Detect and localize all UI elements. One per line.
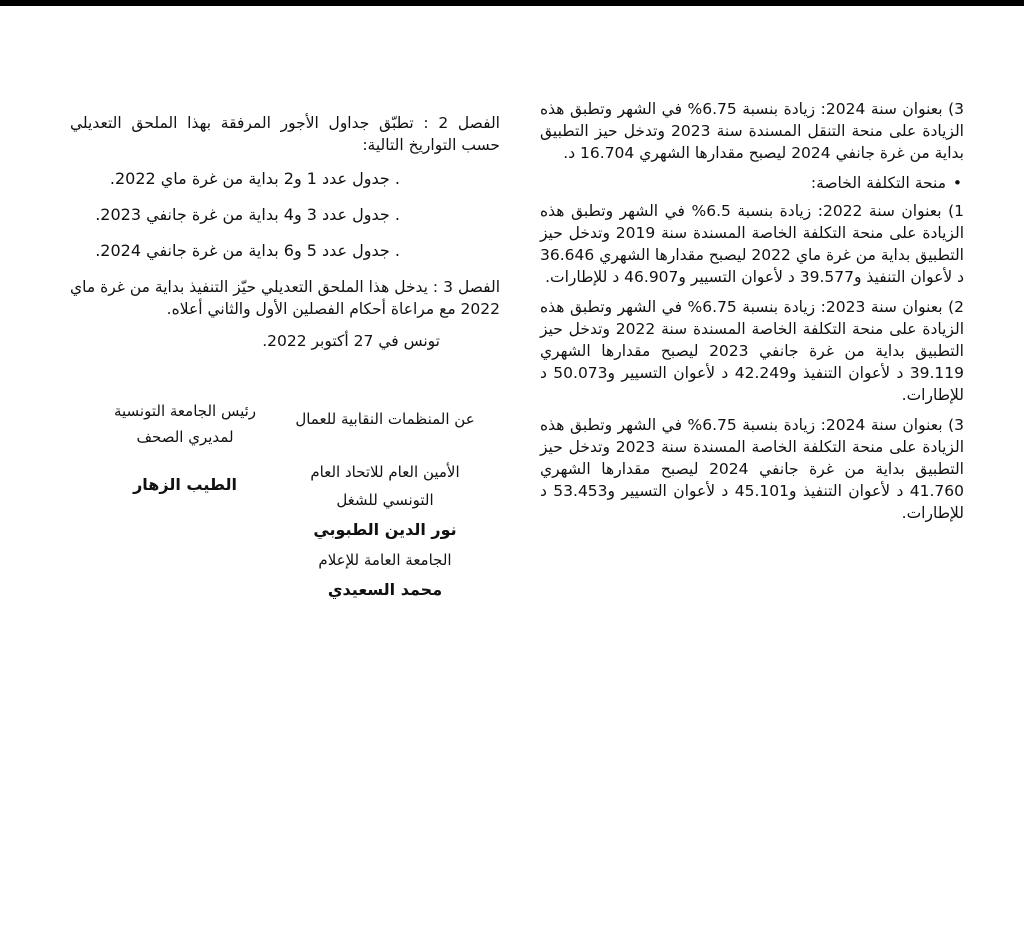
employers-title-1: رئيس الجامعة التونسية [113, 402, 257, 420]
bullet-heading: • منحة التكلفة الخاصة: [540, 172, 964, 194]
ugtt-title-2: التونسي للشغل [336, 491, 434, 509]
top-border [0, 0, 1024, 6]
paragraph-2023: 2) بعنوان سنة 2023: زيادة بنسبة 6.75% في الشهر وتطبق هذه الزيادة على منحة التكلفة الخاصة المسندة سنة 2022 وتدخل حيز التطبيق بداية من غرة جانفي 2023 ليصبح مقدارها الشهري 39.119 د لأعوان التنفيذ و42.249 د لأعوان التسيير و50.073 د للإطارات. [540, 298, 965, 404]
unions-signatures [285, 458, 485, 604]
unions-heading-text: عن المنظمات النقابية للعمال [295, 410, 475, 428]
article-2: الفصل 2 : تطبّق جداول الأجور المرفقة بهذا الملحق التعديلي حسب التواريخ التالية: [70, 114, 500, 154]
press-federation: الجامعة العامة للإعلام [318, 551, 452, 569]
ugtt-title-1: الأمين العام للاتحاد العام [310, 463, 460, 481]
right-column [540, 98, 964, 532]
schedule-item: . جدول عدد 1 و2 بداية من غرة ماي 2022. [109, 169, 400, 188]
ugtt-name: نور الدين الطبوبي [313, 520, 457, 539]
paragraph-2024: 3) بعنوان سنة 2024: زيادة بنسبة 6.75% في الشهر وتطبق هذه الزيادة على منحة التكلفة الخاصة المسندة سنة 2023 وتدخل حيز التطبيق بداية من غرة جانفي 2024 ليصبح مقدارها الشهري 41.760 د لأعوان التنفيذ و45.101 د لأعوان التسيير و53.453 د للإطارات. [540, 416, 965, 522]
employers-signature [100, 398, 270, 498]
article-3: الفصل 3 : يدخل هذا الملحق التعديلي حيّز التنفيذ بداية من غرة ماي 2022 مع مراعاة أحكام الفصلين الأول والثاني أعلاه. [70, 278, 501, 318]
paragraph-2022: 1) بعنوان سنة 2022: زيادة بنسبة 6.5% في الشهر وتطبق هذه الزيادة على منحة التكلفة الخاصة المسندة سنة 2019 وتدخل حيز التطبيق بداية من غرة ماي 2022 ليصبح مقدارها الشهري 36.646 د لأعوان التنفيذ و39.577 د لأعوان التسيير و46.907 د للإطارات. [540, 202, 965, 286]
employers-title-2: لمديري الصحف [136, 428, 234, 446]
date-line: تونس في 27 أكتوبر 2022. [262, 332, 440, 350]
schedule-item: . جدول عدد 3 و4 بداية من غرة جانفي 2023. [95, 205, 400, 224]
schedule-item: . جدول عدد 5 و6 بداية من غرة جانفي 2024. [95, 241, 400, 260]
intro-paragraph: 3) بعنوان سنة 2024: زيادة بنسبة 6.75% في الشهر وتطبق هذه الزيادة على منحة التنقل المسندة سنة 2023 وتدخل حيز التطبيق بداية من غرة جانفي 2024 ليصبح مقدارها الشهري 16.704 د. [540, 100, 964, 162]
press-name: محمد السعيدي [327, 580, 443, 599]
employers-name: الطيب الزهار [133, 475, 237, 494]
unions-heading [285, 410, 485, 428]
left-column [70, 112, 500, 352]
